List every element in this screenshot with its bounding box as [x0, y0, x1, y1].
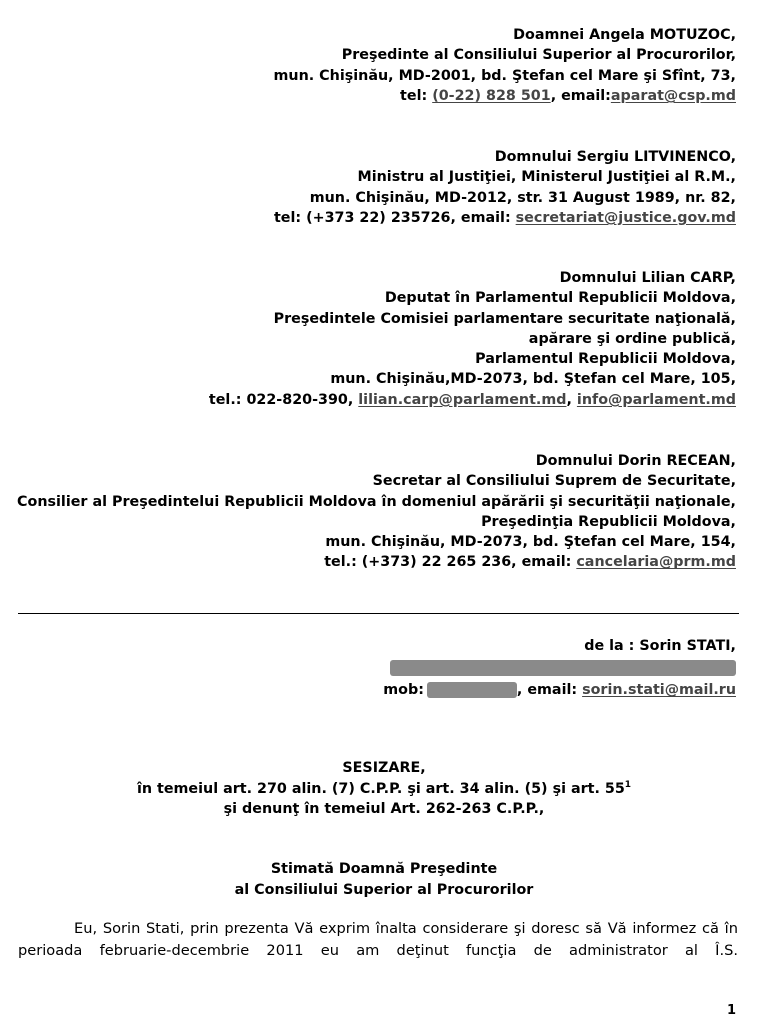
email-link[interactable]: cancelaria@prm.md — [576, 554, 736, 571]
recipient-line: Domnului Dorin RECEAN, — [535, 453, 736, 469]
recipient-contact — [16, 86, 736, 106]
salutation-line: al Consiliului Superior al Procurorilor — [234, 881, 534, 898]
contact-prefix: tel: (+373 22) 235726, email: — [273, 209, 516, 226]
salutation-line: Stimată Doamnă Preşedinte — [270, 861, 498, 877]
page-number: 1 — [726, 1003, 736, 1018]
salutation — [0, 859, 768, 900]
title-line: în temeiul art. 270 alin. (7) C.P.P. şi art. 34 alin. (5) şi art. $55^1$ — [136, 779, 632, 797]
recipient-line: Domnului Lilian CARP, — [559, 270, 736, 286]
document-title — [0, 758, 768, 820]
sender-email-link[interactable]: sorin.stati@mail.ru — [582, 682, 736, 698]
email-link[interactable]: secretariat@justice.gov.md — [515, 209, 736, 226]
contact-separator: , email: — [550, 87, 611, 104]
recipient-line: apărare şi ordine publică, — [528, 330, 736, 347]
sender-from-line: de la : Sorin STATI, — [584, 638, 736, 654]
redacted-address — [390, 660, 736, 676]
contact-separator: , — [566, 391, 577, 408]
body-text: Eu, Sorin Stati, prin prezenta Vă exprim înalta considerare şi doresc să Vă informez că în perioada februarie-decembrie 2011 eu am deţinut funcţia de administrator al Î.S. — [18, 920, 738, 959]
redacted-phone — [427, 682, 517, 698]
recipient-line: Deputat în Parlamentul Republicii Moldova, — [384, 290, 736, 307]
sender-contact — [16, 679, 736, 701]
recipient-line: Doamnei Angela MOTUZOC, — [513, 27, 736, 43]
contact-prefix: tel: — [400, 87, 433, 104]
recipient-line: Consilier al Preşedintelui Republicii Moldova în domeniul apărării şi securităţii naţionale, — [17, 493, 736, 510]
email-label: , email: — [516, 682, 583, 698]
phone-link[interactable]: (0-22) 828 501 — [432, 87, 551, 104]
superscript: 1 — [624, 779, 632, 790]
sender-block — [16, 635, 736, 701]
recipient-line: mun. Chişinău, MD-2073, bd. Ştefan cel Mare, 154, — [325, 534, 736, 551]
email-link[interactable]: aparat@csp.md — [610, 87, 736, 104]
recipient-line: Preşedintele Comisiei parlamentare securitate naţională, — [273, 310, 736, 327]
email-link-secondary[interactable]: info@parlament.md — [576, 391, 736, 408]
recipient-line: Parlamentul Republicii Moldova, — [475, 351, 736, 368]
recipient-contact — [16, 552, 736, 572]
sender-address-line — [16, 657, 736, 679]
recipient-block-carp — [16, 268, 736, 410]
contact-prefix: tel.: 022-820-390, — [208, 391, 359, 408]
recipient-contact — [16, 390, 736, 410]
horizontal-divider — [18, 613, 739, 614]
recipient-line: Preşedinţia Republicii Moldova, — [481, 513, 736, 530]
recipient-line: mun. Chişinău,MD-2073, bd. Ştefan cel Mare, 105, — [330, 371, 736, 388]
title-line: şi denunţ în temeiul Art. 262-263 C.P.P., — [223, 801, 545, 817]
recipient-block-recean — [16, 451, 736, 573]
recipient-line: Ministru al Justiţiei, Ministerul Justiţiei al R.M., — [357, 169, 736, 186]
mob-label: mob: — [383, 682, 424, 698]
recipient-line: Domnului Sergiu LITVINENCO, — [494, 149, 736, 165]
recipient-contact — [16, 208, 736, 228]
email-link[interactable]: lilian.carp@parlament.md — [358, 391, 567, 408]
contact-prefix: tel.: (+373) 22 265 236, email: — [324, 554, 577, 571]
recipient-line: mun. Chişinău, MD-2001, bd. Ştefan cel Mare şi Sfînt, 73, — [273, 67, 736, 84]
recipient-block-litvinenco — [16, 147, 736, 228]
recipient-line: Preşedinte al Consiliului Superior al Procurorilor, — [341, 47, 736, 64]
recipient-line: Secretar al Consiliului Suprem de Securitate, — [372, 473, 736, 490]
title-line: SESIZARE, — [342, 760, 426, 776]
body-paragraph — [18, 918, 738, 962]
recipient-block-motuzoc — [16, 25, 736, 106]
recipient-line: mun. Chişinău, MD-2012, str. 31 August 1989, nr. 82, — [309, 189, 736, 206]
